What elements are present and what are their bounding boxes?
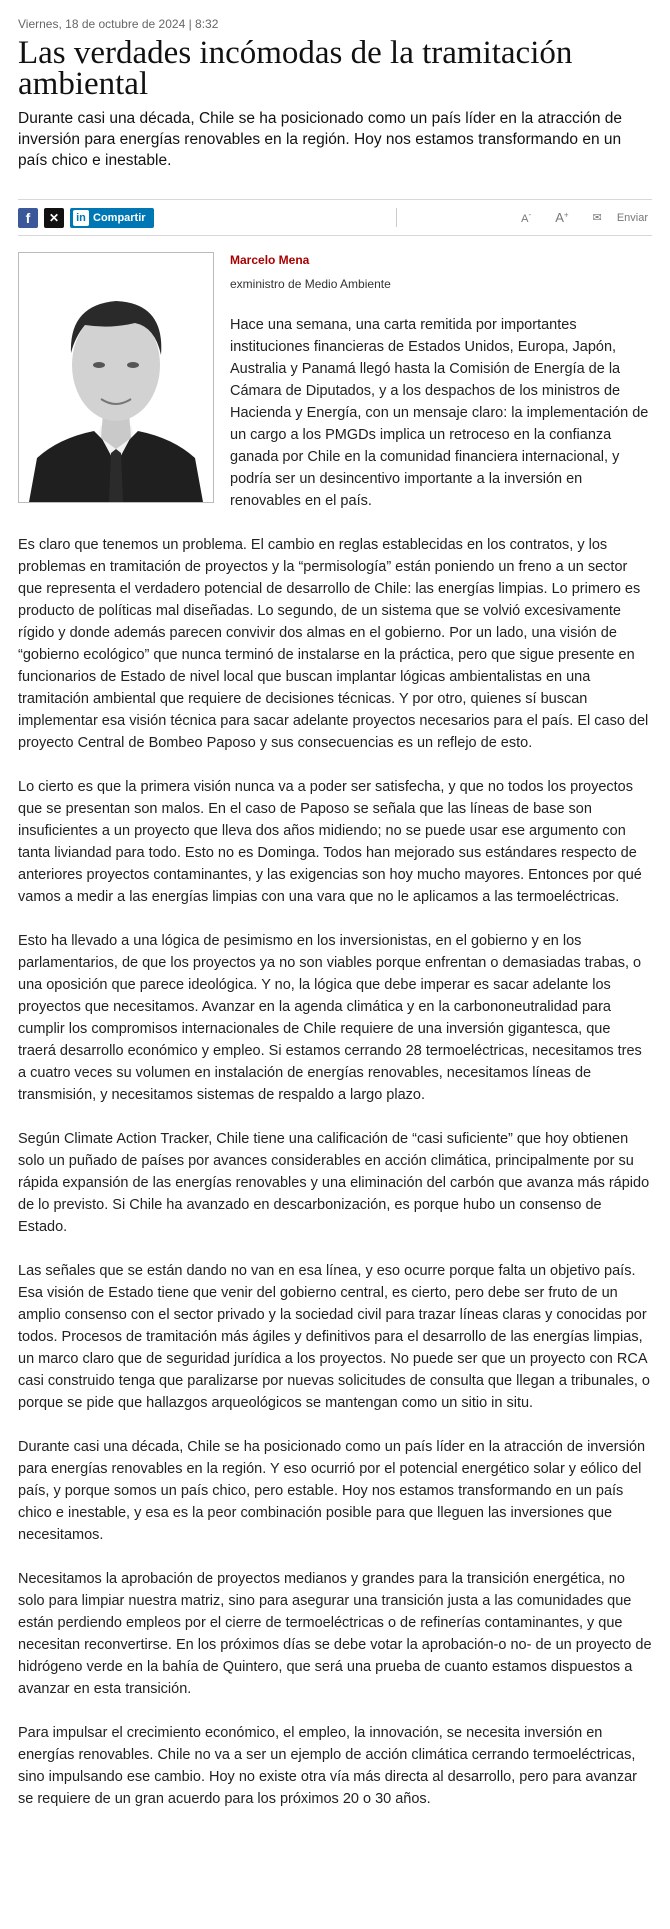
facebook-icon[interactable]: f [18, 208, 38, 228]
author-name: Marcelo Mena [230, 253, 310, 267]
article-paragraph: Lo cierto es que la primera visión nunca va a poder ser satisfecha, y que no todos los proyectos que se presentan son malos. En el caso de Paposo se señala que las líneas de base son insuficientes a un proyecto que lleva dos años midiendo; no se puede usar ese argumento con tanta liviandad para todo. Esto no es Dominga. Todos han mejorado sus estándares respecto de anteriores proyectos contaminantes, y las exigencias son hoy mucho mayores. Entonces por qué vamos a medir a las energías limpias con una vara que no le aplicamos a las termoeléctricas. [18, 779, 642, 905]
article-paragraph: Según Climate Action Tracker, Chile tiene una calificación de “casi suficiente” que hoy obtienen solo un puñado de países por avances considerables en acción climática, principalmente por su rápida expansión de las energías renovables y una eliminación del carbón que avanza más rápido de lo previsto. Si Chile ha avanzado en descarbonización, es porque hubo un consenso de Estado. [18, 1131, 650, 1235]
author-portrait-icon [19, 253, 213, 502]
social-buttons [18, 208, 154, 228]
author-photo [18, 252, 214, 503]
article-paragraph: Las señales que se están dando no van en esa línea, y eso ocurre porque falta un objetivo país. Esa visión de Estado tiene que venir del gobierno central, es cierto, pero debe ser fruto de un amplio consenso con el sector privado y la sociedad civil para trazar líneas claras y conocidas por todos. Procesos de tramitación más ágiles y definitivos para el desarrollo de las energías limpias, un marco claro que de seguridad jurídica a los proyectos. No puede ser que un proyecto con RCA casi construido tenga que paralizarse por nuevas solicitudes de consulta que llegan a tribunales, o porque se pide que hallazgos arqueológicos se mantengan como un sitio in situ. [18, 1263, 650, 1411]
article-paragraph: Para impulsar el crecimiento económico, el empleo, la innovación, se necesita inversión en energías renovables. Chile no va a ser un ejemplo de acción climática cerrando termoeléctricas, sino impulsando ese cambio. Hoy no existe otra vía más directa al desarrollo, pero para avanzar se requiere de un gran acuerdo para los próximos 20 o 30 años. [18, 1725, 637, 1807]
linkedin-share-label: Compartir [93, 212, 146, 224]
toolbar-divider [396, 208, 397, 227]
send-button[interactable] [581, 211, 648, 224]
article-paragraph: Durante casi una década, Chile se ha posicionado como un país líder en la atracción de inversión para energías renovables en la región. Y eso ocurrió por el potencial energético solar y eólico del país, y porque somos un país chico, pero estable. Hoy nos estamos transformando en un país chico e inestable, y esa es la peor combinación posible para que lleguen las inversiones que necesitamos. [18, 1439, 646, 1543]
font-smaller-label: A [521, 212, 529, 225]
text-tools [497, 210, 648, 225]
font-larger-button[interactable]: A+ [555, 210, 569, 225]
font-larger-label: A [555, 210, 564, 225]
publish-date: Viernes, 18 de octubre de 2024 | 8:32 [18, 17, 219, 31]
article-title: Las verdades incómodas de la tramitación ambiental [18, 35, 573, 102]
linkedin-icon: in [73, 210, 89, 226]
article-paragraph: Hace una semana, una carta remitida por importantes instituciones financieras de Estados Unidos, Europa, Japón, Australia y Panamá llegó hasta la Comisión de Energía de la Cámara de Diputados, y a los despachos de los ministros de Hacienda y Energía, con un mensaje claro: la implementación de un cargo a los PMGDs implica un retroceso en la confianza ganada por Chile en la comunidad financiera internacional, y podría ser un desincentivo importante a la inversión en renovables en el país. [230, 317, 649, 509]
article-body [18, 252, 652, 1810]
linkedin-share-button[interactable] [70, 208, 154, 228]
font-smaller-button[interactable]: A- [521, 210, 532, 225]
article-paragraph: Esto ha llevado a una lógica de pesimismo en los inversionistas, en el gobierno y en los parlamentarios, de que los proyectos ya no son viables porque enfrentan o demasiadas trabas, o una oposición que parece ideológica. Y no, la lógica que debe imperar es sacar adelante los proyectos que necesitamos. Avanzar en la agenda climática y en la carbononeutralidad para cumplir los compromisos internacionales de Chile requiere de una inversión gigantesca, que traerá desarrollo económico y empleo. Si estamos cerrando 28 termoeléctricas, necesitamos tres a cuatro veces su volumen en instalación de energías renovables, necesitamos líneas de transmisión, y necesitamos sistemas de respaldo a largo plazo. [18, 933, 642, 1103]
send-label: Enviar [616, 212, 648, 224]
envelope-icon: ✉ [592, 212, 602, 224]
author-role: exministro de Medio Ambiente [230, 277, 391, 291]
article-paragraph: Es claro que tenemos un problema. El cambio en reglas establecidas en los contratos, y los problemas en tramitación de proyectos y la “permisología” están poniendo un freno a un sector que representa el verdadero potencial de desarrollo de Chile: las energías limpias. Lo primero es producto de políticas mal diseñadas. Lo segundo, de un sistema que se volvió excesivamente rígido y donde además parecen convivir dos almas en el gobierno. Por un lado, una visión de “gobierno ecológico” que nunca terminó de instalarse en la práctica, pero que sigue presente en funcionarios de Estado de nivel local que buscan implantar lógicas ambientalistas en una tramitación ambiental que requiere de decisiones técnicas. Y por otro, quienes sí buscan implementar esa visión técnica para sacar adelante proyectos necesarios para el país. El caso del proyecto Central de Bombeo Paposo y sus consecuencias es un reflejo de esto. [18, 537, 649, 751]
x-twitter-icon[interactable]: ✕ [44, 208, 64, 228]
article-paragraph: Necesitamos la aprobación de proyectos medianos y grandes para la transición energética, no solo para limpiar nuestra matriz, sino para asegurar una transición justa a las comunidades que están perdiendo empleos por el cierre de termoeléctricas o de refinerías contaminantes, y que necesitan reconvertirse. En los próximos días se debe votar la aprobación-o no- de un proyecto de hidrógeno verde en la bahía de Quintero, que será una prueba de cuanto estamos dispuestos a avanzar en esta transición. [18, 1571, 652, 1697]
article-lead: Durante casi una década, Chile se ha posicionado como un país líder en la atracción de inversión para energías renovables en la región. Hoy nos estamos transformando en un país chico e inestable. [18, 110, 623, 169]
share-bar [18, 199, 652, 236]
